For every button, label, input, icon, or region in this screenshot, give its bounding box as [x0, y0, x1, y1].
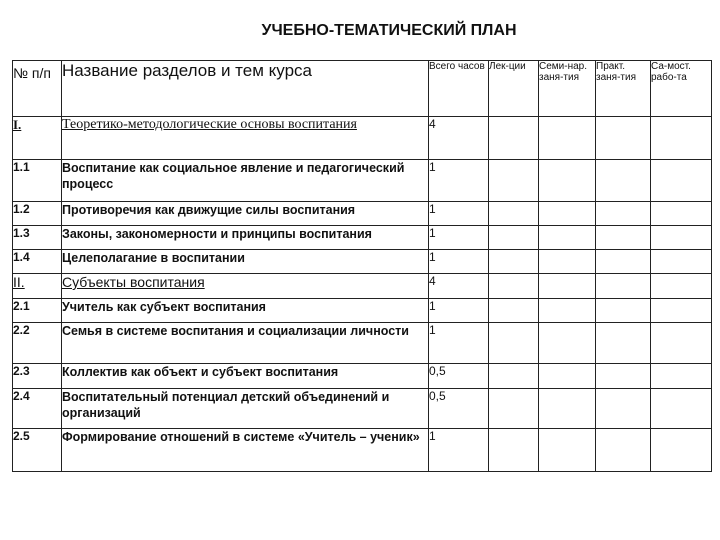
page-title: УЧЕБНО-ТЕМАТИЧЕСКИЙ ПЛАН [261, 22, 517, 39]
cell-independent [651, 274, 712, 299]
row-name: Противоречия как движущие силы воспитания [62, 202, 429, 226]
header-num: № п/п [13, 61, 62, 117]
table-row [13, 429, 712, 472]
header-seminars: Семи-нар. заня-тия [539, 61, 596, 117]
table-row [13, 274, 712, 299]
cell-lectures [489, 117, 539, 160]
row-num: 2.1 [13, 299, 62, 323]
cell-practical [596, 250, 651, 274]
header-row [13, 61, 712, 117]
cell-seminars [539, 274, 596, 299]
header-total: Всего часов [429, 61, 489, 117]
row-num: 2.4 [13, 389, 62, 429]
cell-seminars [539, 250, 596, 274]
cell-independent [651, 250, 712, 274]
row-name: Субъекты воспитания [62, 274, 429, 299]
cell-independent [651, 202, 712, 226]
cell-lectures [489, 202, 539, 226]
table-row [13, 323, 712, 364]
row-num: 1.1 [13, 160, 62, 202]
cell-seminars [539, 160, 596, 202]
table-row [13, 226, 712, 250]
row-num: 1.3 [13, 226, 62, 250]
cell-practical [596, 226, 651, 250]
row-name: Воспитательный потенциал детский объединений и организаций [62, 389, 429, 429]
cell-lectures [489, 389, 539, 429]
row-hours: 0,5 [429, 389, 489, 429]
cell-seminars [539, 389, 596, 429]
row-num: 2.2 [13, 323, 62, 364]
row-num: 2.5 [13, 429, 62, 472]
cell-lectures [489, 274, 539, 299]
cell-practical [596, 323, 651, 364]
cell-lectures [489, 250, 539, 274]
cell-seminars [539, 323, 596, 364]
row-name: Семья в системе воспитания и социализации личности [62, 323, 429, 364]
cell-independent [651, 117, 712, 160]
cell-practical [596, 389, 651, 429]
cell-practical [596, 364, 651, 389]
row-hours: 1 [429, 323, 489, 364]
cell-seminars [539, 202, 596, 226]
cell-independent [651, 323, 712, 364]
table-row [13, 160, 712, 202]
cell-seminars [539, 429, 596, 472]
row-hours: 4 [429, 117, 489, 160]
row-name: Теоретико-методологические основы воспитания [62, 117, 429, 160]
cell-practical [596, 117, 651, 160]
row-num: 1.4 [13, 250, 62, 274]
row-name: Учитель как субъект воспитания [62, 299, 429, 323]
row-name: Воспитание как социальное явление и педагогический процесс [62, 160, 429, 202]
header-independent: Са-мост. рабо-та [651, 61, 712, 117]
row-name: Законы, закономерности и принципы воспитания [62, 226, 429, 250]
cell-independent [651, 226, 712, 250]
header-name: Название разделов и тем курса [62, 61, 429, 117]
row-num: I. [13, 117, 62, 160]
cell-independent [651, 364, 712, 389]
curriculum-table [12, 60, 712, 472]
cell-lectures [489, 323, 539, 364]
table-row [13, 299, 712, 323]
table-row [13, 250, 712, 274]
row-hours: 1 [429, 202, 489, 226]
cell-lectures [489, 226, 539, 250]
cell-independent [651, 160, 712, 202]
cell-seminars [539, 117, 596, 160]
cell-lectures [489, 299, 539, 323]
cell-seminars [539, 364, 596, 389]
row-name: Коллектив как объект и субъект воспитания [62, 364, 429, 389]
cell-practical [596, 160, 651, 202]
row-num: 2.3 [13, 364, 62, 389]
cell-seminars [539, 226, 596, 250]
cell-practical [596, 202, 651, 226]
cell-independent [651, 429, 712, 472]
row-num: II. [13, 274, 62, 299]
table-row [13, 117, 712, 160]
row-hours: 0,5 [429, 364, 489, 389]
cell-practical [596, 274, 651, 299]
cell-lectures [489, 364, 539, 389]
table-row [13, 364, 712, 389]
row-hours: 1 [429, 160, 489, 202]
cell-lectures [489, 160, 539, 202]
header-practical: Практ. заня-тия [596, 61, 651, 117]
header-lectures: Лек-ции [489, 61, 539, 117]
table-row [13, 389, 712, 429]
cell-independent [651, 299, 712, 323]
row-hours: 4 [429, 274, 489, 299]
cell-seminars [539, 299, 596, 323]
row-hours: 1 [429, 299, 489, 323]
cell-independent [651, 389, 712, 429]
cell-practical [596, 299, 651, 323]
table-row [13, 202, 712, 226]
row-hours: 1 [429, 226, 489, 250]
row-name: Формирование отношений в системе «Учитель – ученик» [62, 429, 429, 472]
row-hours: 1 [429, 250, 489, 274]
row-hours: 1 [429, 429, 489, 472]
row-name: Целеполагание в воспитании [62, 250, 429, 274]
cell-lectures [489, 429, 539, 472]
cell-practical [596, 429, 651, 472]
row-num: 1.2 [13, 202, 62, 226]
